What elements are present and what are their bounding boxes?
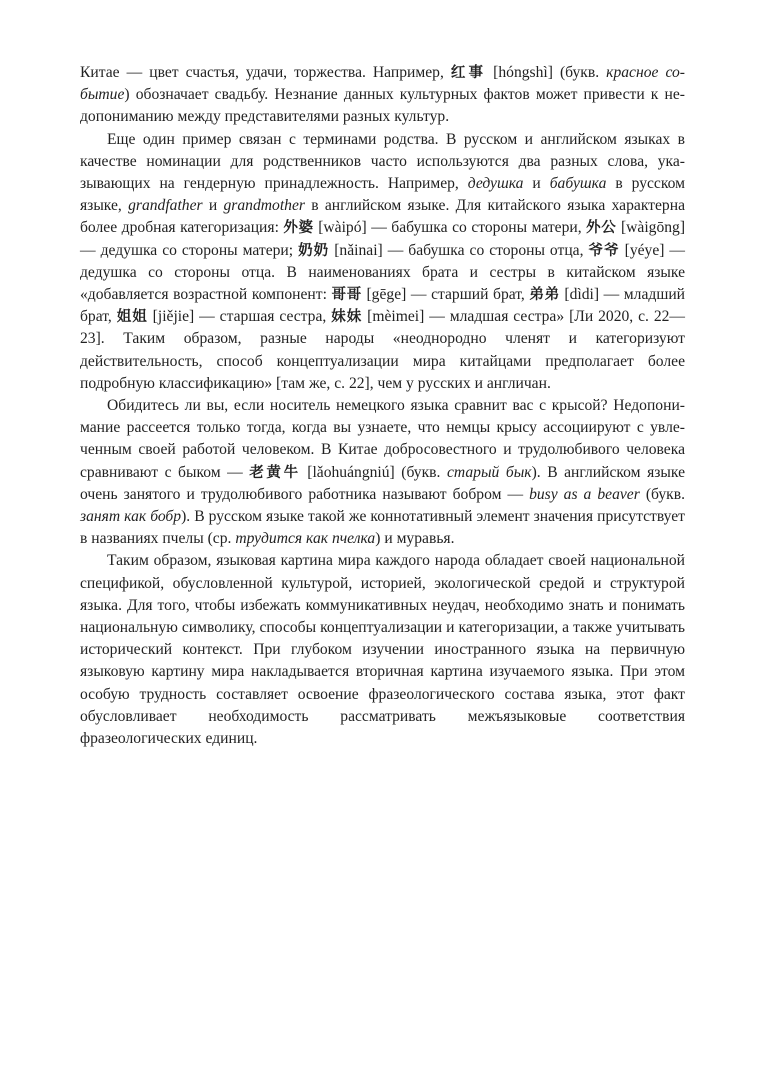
text-run: ). В английском языке очень занятого и трудолюбивого работника называют бобром — <box>80 463 686 503</box>
text-run: Еще один пример связан с терминами родства. В русском и английском языках в качестве номинации для родственников часто используются два разных слова, указывающих на гендерную принадлежность. Например, <box>80 130 685 193</box>
chinese-term: 妹妹 <box>331 309 363 326</box>
text-run: Китае — цвет счастья, удачи, торжества. Например, <box>80 64 451 81</box>
chinese-term: 奶奶 <box>298 242 330 259</box>
italic-term: grandmother <box>223 197 305 215</box>
text-run: в русском языке, <box>80 175 685 215</box>
italic-term: grandfather <box>128 197 203 215</box>
text-run: в английском языке. Для китайского языка характерна более дробная категоризация: <box>80 197 685 237</box>
text-run: Обидитесь ли вы, если носитель немецкого языка сравнит вас с крысой? Недопонимание рассеется только тогда, когда вы узнаете, что немцы крысу ассоциируют с увлеченным своей работой человеком. В Китае добросовестного и трудолюбивого человека сравнивают с быком — <box>80 397 685 481</box>
text-column <box>80 62 685 750</box>
italic-term: бабушка <box>549 175 607 193</box>
paragraph-p4 <box>80 550 685 750</box>
chinese-term: 外婆 <box>283 220 314 237</box>
italic-term: дедушка <box>467 175 524 193</box>
chinese-term: 哥哥 <box>331 287 362 304</box>
text-run: [wàigōng] — дедушка со стороны матери; <box>80 219 686 259</box>
chinese-term: 红事 <box>450 65 487 81</box>
text-run: [lǎohuángniú] (букв. <box>300 463 447 481</box>
italic-term: busy as a beaver <box>529 485 640 503</box>
text-run: [mèimei] — младшая сестра» [Ли 2020, с. 22—23]. Таким образом, разные народы «неоднородно членят и категоризуют действительность, способ концептуализации мира китайцами предполагает более подробную классификацию» [там же, с. 22], чем у русских и англичан. <box>80 308 686 392</box>
text-run: ) обозначает свадьбу. Незнание данных культурных фактов может привести к недопониманию между представителями разных культур. <box>80 86 685 126</box>
text-run: [yéye] — дедушка со стороны отца. В наименованиях брата и сестры в китайском языке «добавляется возрастной компонент: <box>80 241 686 304</box>
text-run: [gēge] — старший брат, <box>361 286 530 304</box>
text-run: Таким образом, языковая картина мира каждого народа обладает своей национальной спецификой, обусловленной культурой, историей, экологической средой и структурой языка. Для того, чтобы избежать коммуникативных неудач, необходимо знать и понимать национальную символику, способы концептуализации и категоризации, а также учитывать исторический контекст. При глубоком изучении иностранного языка на первичную языковую картину мира накладывается вторичная картина изучаемого языка. При этом особую трудность составляет освоение фразеологического состава языка, этот факт обусловливает необходимость рассматривать межъязыковые соответствия фразеологических единиц. <box>80 552 685 748</box>
italic-term: трудится как пчелка <box>235 530 376 548</box>
text-run: [hóngshì] (букв. <box>486 64 607 81</box>
text-run: [dìdi] — младший брат, <box>80 286 686 326</box>
text-run: (букв. <box>639 485 685 503</box>
italic-term: старый бык <box>446 463 532 481</box>
chinese-term: 老黄牛 <box>249 464 301 481</box>
text-run: и <box>202 197 224 215</box>
italic-term: красное событие <box>80 64 685 104</box>
text-run: [nǎinai] — бабушка со стороны отца, <box>329 241 589 259</box>
text-run: и <box>523 175 550 193</box>
text-run: ). В русском языке такой же коннотативный элемент значения присутствует в названиях пчелы (ср. <box>80 508 686 548</box>
italic-term: занят как бобр <box>80 508 182 526</box>
chinese-term: 姐姐 <box>116 309 148 326</box>
text-run: ) и муравья. <box>375 530 455 548</box>
paragraph-p3 <box>80 395 685 550</box>
chinese-term: 外公 <box>586 220 617 237</box>
text-run: [wàipó] — бабушка со стороны матери, <box>313 219 587 237</box>
page-body <box>80 62 685 750</box>
chinese-term: 爷爷 <box>588 242 620 259</box>
chinese-term: 弟弟 <box>529 287 560 304</box>
paragraph-p1 <box>80 62 685 129</box>
text-run: [jiějie] — старшая сестра, <box>147 308 332 326</box>
paragraph-p2 <box>80 129 685 395</box>
